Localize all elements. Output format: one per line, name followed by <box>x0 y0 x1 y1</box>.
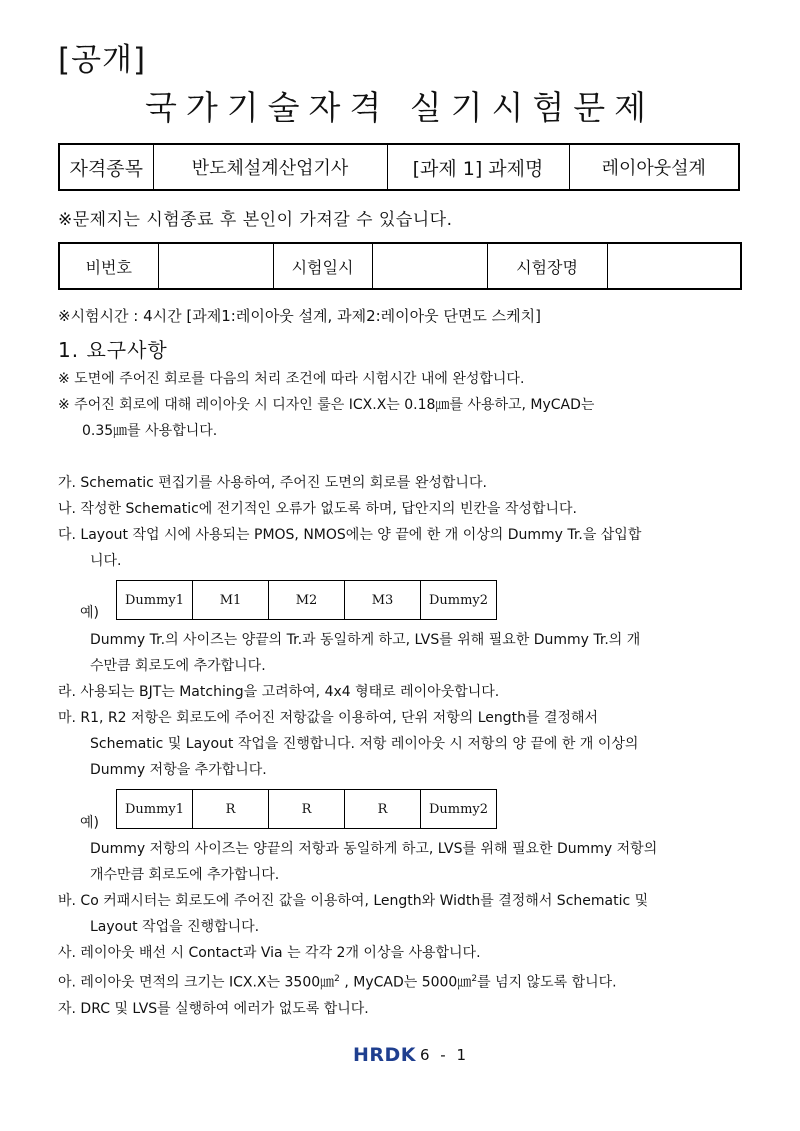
requirement-line: ※ 주어진 회로에 대해 레이아웃 시 디자인 룰은 ICX.X는 0.18㎛를 사용하고, MyCAD는 <box>58 397 595 413</box>
items-block-5 <box>58 888 648 1022</box>
item-ma-cont: Schematic 및 Layout 작업을 진행합니다. 저항 레이아웃 시 저항의 양 끝에 한 개 이상의 <box>90 736 639 752</box>
dummy-resistor-example <box>116 789 497 829</box>
item-ja: 자. DRC 및 LVS를 실행하여 에러가 없도록 합니다. <box>58 1000 369 1017</box>
exam-number-label: 비번호 <box>59 243 158 289</box>
qualification-label: 자격종목 <box>59 144 153 190</box>
public-tag: [공개] <box>58 42 147 78</box>
requirement-line: ※ 도면에 주어진 회로를 다음의 처리 조건에 따라 시험시간 내에 완성합니다. <box>58 371 525 387</box>
section-heading: 1. 요구사항 <box>58 338 168 362</box>
example-cell: M3 <box>345 581 421 620</box>
superscript: 2 <box>471 974 478 984</box>
page-number: 6 - 1 <box>420 1046 470 1064</box>
item-ma: 마. R1, R2 저항은 회로도에 주어진 저항값을 이용하여, 단위 저항의 Length를 결정해서 <box>58 710 599 726</box>
item-a <box>58 966 648 996</box>
example-cell: M2 <box>269 581 345 620</box>
exam-time-line: ※시험시간 : 4시간 [과제1:레이아웃 설계, 과제2:레이아웃 단면도 스케치] <box>58 307 541 325</box>
item-a-text: 를 넘지 않도록 합니다. <box>477 974 617 991</box>
example-cell: R <box>269 790 345 829</box>
item-a-text: , MyCAD는 5000㎛ <box>339 974 472 991</box>
hrdk-logo: HRDK <box>353 1044 417 1066</box>
example-label: 예) <box>80 605 99 621</box>
example-cell: M1 <box>193 581 269 620</box>
qualification-table <box>58 143 740 191</box>
task-label: [과제 1] 과제명 <box>387 144 569 190</box>
item-da-detail: Dummy Tr.의 사이즈는 양끝의 Tr.과 동일하게 하고, LVS를 위해 필요한 Dummy Tr.의 개 <box>90 632 641 648</box>
item-da-cont: 니다. <box>90 553 122 569</box>
item-ma-detail: 개수만큼 회로도에 추가합니다. <box>90 867 280 883</box>
exam-date-field[interactable] <box>372 243 487 289</box>
exam-place-field[interactable] <box>607 243 741 289</box>
qualification-value: 반도체설계산업기사 <box>153 144 387 190</box>
requirements-block <box>58 366 594 444</box>
item-ba: 바. Co 커패시터는 회로도에 주어진 값을 이용하여, Length와 Width를 결정해서 Schematic 및 <box>58 893 649 909</box>
item-a-text: 아. 레이아웃 면적의 크기는 ICX.X는 3500㎛ <box>58 974 335 991</box>
exam-number-field[interactable] <box>158 243 273 289</box>
example-cell: Dummy2 <box>421 581 497 620</box>
page-title: 국가기술자격 실기시험문제 <box>144 88 656 127</box>
items-block-3 <box>58 679 638 783</box>
items-block-1 <box>58 470 641 574</box>
item-da: 다. Layout 작업 시에 사용되는 PMOS, NMOS에는 양 끝에 한 개 이상의 Dummy Tr.을 삽입합 <box>58 527 642 543</box>
example-cell: Dummy1 <box>117 790 193 829</box>
item-da-detail: 수만큼 회로도에 추가합니다. <box>90 658 266 674</box>
item-ga: 가. Schematic 편집기를 사용하여, 주어진 도면의 회로를 완성합니다. <box>58 475 487 491</box>
item-ma-cont: Dummy 저항을 추가합니다. <box>90 762 267 778</box>
items-block-2 <box>90 627 640 679</box>
item-na: 나. 작성한 Schematic에 전기적인 오류가 없도록 하며, 답안지의 빈칸을 작성합니다. <box>58 501 577 517</box>
example-cell: R <box>345 790 421 829</box>
example-label: 예) <box>80 815 99 831</box>
notice-text: ※문제지는 시험종료 후 본인이 가져갈 수 있습니다. <box>58 210 453 230</box>
items-block-4 <box>90 836 657 888</box>
example-cell: Dummy2 <box>421 790 497 829</box>
task-value: 레이아웃설계 <box>569 144 739 190</box>
item-ra: 라. 사용되는 BJT는 Matching을 고려하여, 4x4 형태로 레이아웃합니다. <box>58 684 500 700</box>
exam-place-label: 시험장명 <box>487 243 607 289</box>
superscript: 2 <box>334 974 340 984</box>
exam-date-label: 시험일시 <box>273 243 372 289</box>
example-cell: R <box>193 790 269 829</box>
exam-info-table <box>58 242 742 290</box>
dummy-tr-example <box>116 580 497 620</box>
requirement-line: 0.35㎛를 사용합니다. <box>82 423 218 439</box>
item-sa: 사. 레이아웃 배선 시 Contact과 Via 는 각각 2개 이상을 사용합니다. <box>58 945 481 961</box>
item-ba-cont: Layout 작업을 진행합니다. <box>90 919 260 935</box>
example-cell: Dummy1 <box>117 581 193 620</box>
item-ma-detail: Dummy 저항의 사이즈는 양끝의 저항과 동일하게 하고, LVS를 위해 필요한 Dummy 저항의 <box>90 841 658 857</box>
